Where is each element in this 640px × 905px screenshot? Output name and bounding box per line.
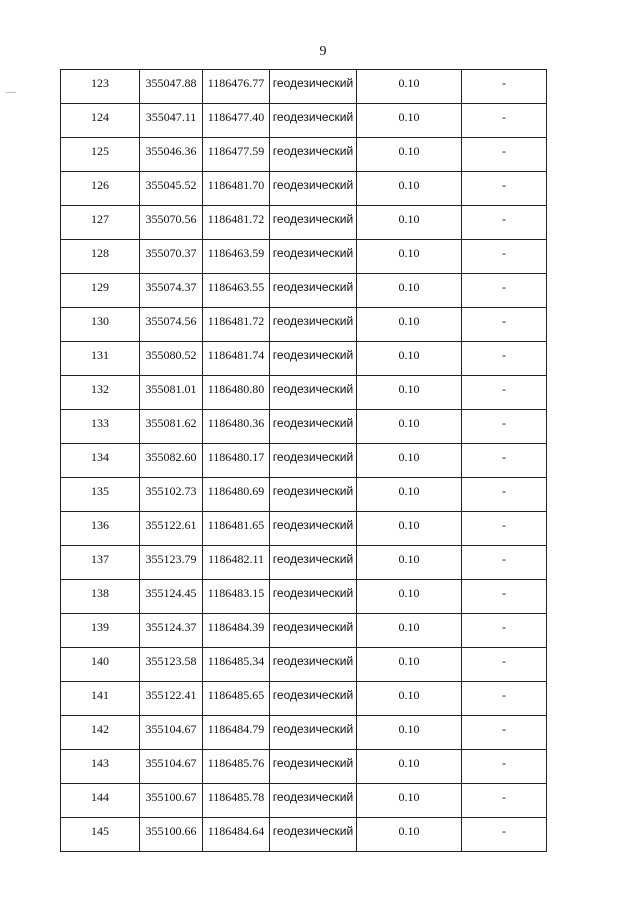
description-cell: - [462,784,547,818]
method-cell: геодезический [270,716,357,750]
point-number-cell: 126 [61,172,140,206]
table-row [61,716,547,750]
table-row [61,546,547,580]
point-number-cell: 141 [61,682,140,716]
x-coordinate-cell: 355102.73 [140,478,203,512]
point-number-cell: 131 [61,342,140,376]
point-number-cell: 143 [61,750,140,784]
x-coordinate-cell: 355081.01 [140,376,203,410]
description-cell: - [462,580,547,614]
y-coordinate-cell: 1186481.74 [203,342,270,376]
point-number-cell: 145 [61,818,140,852]
y-coordinate-cell: 1186483.15 [203,580,270,614]
y-coordinate-cell: 1186481.72 [203,308,270,342]
x-coordinate-cell: 355100.67 [140,784,203,818]
description-cell: - [462,308,547,342]
method-cell: геодезический [270,512,357,546]
table-row [61,342,547,376]
table-row [61,138,547,172]
method-cell: геодезический [270,70,357,104]
description-cell: - [462,648,547,682]
table-row [61,614,547,648]
y-coordinate-cell: 1186463.55 [203,274,270,308]
table-row [61,750,547,784]
table-row [61,70,547,104]
table-row [61,818,547,852]
method-cell: геодезический [270,818,357,852]
y-coordinate-cell: 1186480.69 [203,478,270,512]
x-coordinate-cell: 355047.11 [140,104,203,138]
description-cell: - [462,716,547,750]
accuracy-cell: 0.10 [357,104,462,138]
y-coordinate-cell: 1186484.79 [203,716,270,750]
point-number-cell: 130 [61,308,140,342]
point-number-cell: 133 [61,410,140,444]
y-coordinate-cell: 1186481.65 [203,512,270,546]
description-cell: - [462,70,547,104]
method-cell: геодезический [270,478,357,512]
coordinates-table-body [61,70,547,852]
description-cell: - [462,274,547,308]
method-cell: геодезический [270,240,357,274]
table-row [61,274,547,308]
accuracy-cell: 0.10 [357,818,462,852]
accuracy-cell: 0.10 [357,784,462,818]
description-cell: - [462,206,547,240]
table-row [61,104,547,138]
point-number-cell: 132 [61,376,140,410]
y-coordinate-cell: 1186476.77 [203,70,270,104]
accuracy-cell: 0.10 [357,206,462,240]
description-cell: - [462,818,547,852]
table-row [61,308,547,342]
description-cell: - [462,240,547,274]
x-coordinate-cell: 355104.67 [140,716,203,750]
description-cell: - [462,614,547,648]
accuracy-cell: 0.10 [357,750,462,784]
method-cell: геодезический [270,410,357,444]
point-number-cell: 129 [61,274,140,308]
accuracy-cell: 0.10 [357,70,462,104]
method-cell: геодезический [270,104,357,138]
y-coordinate-cell: 1186482.11 [203,546,270,580]
description-cell: - [462,172,547,206]
description-cell: - [462,376,547,410]
y-coordinate-cell: 1186485.65 [203,682,270,716]
y-coordinate-cell: 1186463.59 [203,240,270,274]
method-cell: геодезический [270,206,357,240]
accuracy-cell: 0.10 [357,648,462,682]
accuracy-cell: 0.10 [357,512,462,546]
method-cell: геодезический [270,342,357,376]
table-row [61,206,547,240]
x-coordinate-cell: 355122.41 [140,682,203,716]
point-number-cell: 139 [61,614,140,648]
point-number-cell: 127 [61,206,140,240]
point-number-cell: 125 [61,138,140,172]
accuracy-cell: 0.10 [357,342,462,376]
accuracy-cell: 0.10 [357,274,462,308]
method-cell: геодезический [270,172,357,206]
method-cell: геодезический [270,376,357,410]
description-cell: - [462,138,547,172]
point-number-cell: 144 [61,784,140,818]
table-row [61,172,547,206]
y-coordinate-cell: 1186484.39 [203,614,270,648]
y-coordinate-cell: 1186485.78 [203,784,270,818]
description-cell: - [462,512,547,546]
x-coordinate-cell: 355104.67 [140,750,203,784]
accuracy-cell: 0.10 [357,240,462,274]
x-coordinate-cell: 355080.52 [140,342,203,376]
description-cell: - [462,682,547,716]
y-coordinate-cell: 1186485.34 [203,648,270,682]
x-coordinate-cell: 355081.62 [140,410,203,444]
accuracy-cell: 0.10 [357,444,462,478]
method-cell: геодезический [270,750,357,784]
accuracy-cell: 0.10 [357,716,462,750]
description-cell: - [462,546,547,580]
point-number-cell: 142 [61,716,140,750]
method-cell: геодезический [270,614,357,648]
description-cell: - [462,478,547,512]
x-coordinate-cell: 355070.56 [140,206,203,240]
y-coordinate-cell: 1186480.80 [203,376,270,410]
table-row [61,240,547,274]
description-cell: - [462,750,547,784]
y-coordinate-cell: 1186485.76 [203,750,270,784]
table-row [61,444,547,478]
table-row [61,580,547,614]
description-cell: - [462,410,547,444]
table-row [61,478,547,512]
x-coordinate-cell: 355123.79 [140,546,203,580]
method-cell: геодезический [270,308,357,342]
y-coordinate-cell: 1186477.59 [203,138,270,172]
point-number-cell: 128 [61,240,140,274]
accuracy-cell: 0.10 [357,546,462,580]
y-coordinate-cell: 1186484.64 [203,818,270,852]
x-coordinate-cell: 355047.88 [140,70,203,104]
method-cell: геодезический [270,138,357,172]
table-row [61,376,547,410]
description-cell: - [462,342,547,376]
point-number-cell: 123 [61,70,140,104]
accuracy-cell: 0.10 [357,478,462,512]
accuracy-cell: 0.10 [357,376,462,410]
point-number-cell: 140 [61,648,140,682]
y-coordinate-cell: 1186480.36 [203,410,270,444]
y-coordinate-cell: 1186480.17 [203,444,270,478]
table-row [61,784,547,818]
method-cell: геодезический [270,784,357,818]
x-coordinate-cell: 355046.36 [140,138,203,172]
x-coordinate-cell: 355124.37 [140,614,203,648]
x-coordinate-cell: 355124.45 [140,580,203,614]
accuracy-cell: 0.10 [357,172,462,206]
x-coordinate-cell: 355070.37 [140,240,203,274]
method-cell: геодезический [270,648,357,682]
point-number-cell: 138 [61,580,140,614]
point-number-cell: 124 [61,104,140,138]
point-number-cell: 134 [61,444,140,478]
y-coordinate-cell: 1186477.40 [203,104,270,138]
table-row [61,648,547,682]
x-coordinate-cell: 355100.66 [140,818,203,852]
accuracy-cell: 0.10 [357,410,462,444]
accuracy-cell: 0.10 [357,138,462,172]
method-cell: геодезический [270,682,357,716]
x-coordinate-cell: 355074.37 [140,274,203,308]
accuracy-cell: 0.10 [357,682,462,716]
accuracy-cell: 0.10 [357,614,462,648]
description-cell: - [462,104,547,138]
accuracy-cell: 0.10 [357,308,462,342]
margin-mark [6,92,16,93]
point-number-cell: 137 [61,546,140,580]
method-cell: геодезический [270,580,357,614]
table-row [61,410,547,444]
x-coordinate-cell: 355045.52 [140,172,203,206]
table-row [61,682,547,716]
x-coordinate-cell: 355074.56 [140,308,203,342]
table-row [61,512,547,546]
x-coordinate-cell: 355122.61 [140,512,203,546]
x-coordinate-cell: 355123.58 [140,648,203,682]
point-number-cell: 136 [61,512,140,546]
method-cell: геодезический [270,274,357,308]
y-coordinate-cell: 1186481.72 [203,206,270,240]
method-cell: геодезический [270,546,357,580]
description-cell: - [462,444,547,478]
accuracy-cell: 0.10 [357,580,462,614]
point-number-cell: 135 [61,478,140,512]
page-number: 9 [319,44,327,59]
coordinates-table [60,69,547,852]
method-cell: геодезический [270,444,357,478]
x-coordinate-cell: 355082.60 [140,444,203,478]
y-coordinate-cell: 1186481.70 [203,172,270,206]
